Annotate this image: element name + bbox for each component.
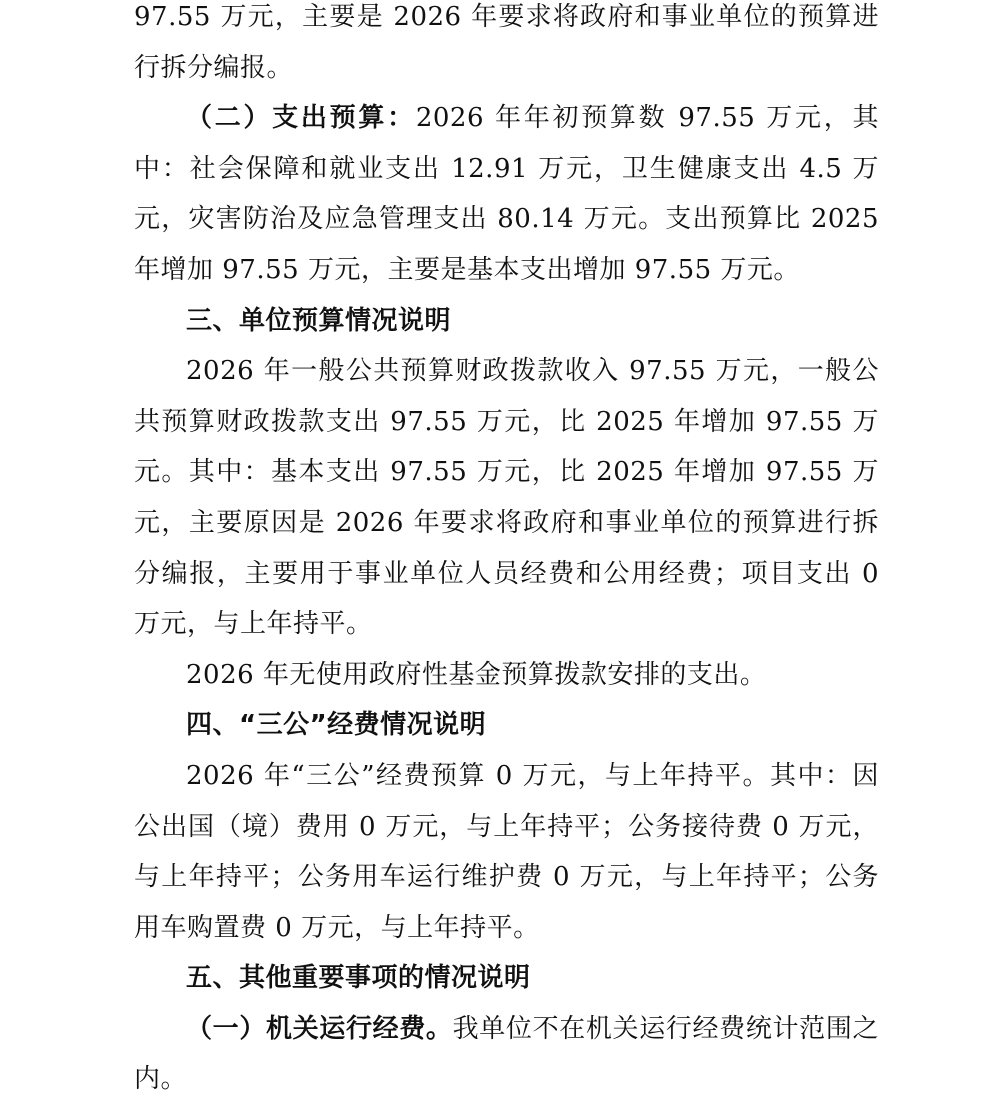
operating-expenses-text: 我单位不在机关运行经费统计范围之内。 — [134, 1013, 879, 1095]
paragraph-operating-expenses — [134, 1004, 879, 1105]
section-heading-unit-budget: 三、单位预算情况说明 — [186, 305, 452, 336]
paragraph-three-public: 2026 年“三公”经费预算 0 万元，与上年持平。其中：因公出国（境）费用 0 万元，与上年持平；公务接待费 0 万元，与上年持平；公务用车运行维护费 0 万元，与上年持平；公务用车购置费 0 万元，与上年持平。 — [134, 760, 879, 943]
paragraph-continuation: 97.55 万元，主要是 2026 年要求将政府和事业单位的预算进行拆分编报。 — [134, 2, 879, 83]
section-heading-other-matters: 五、其他重要事项的情况说明 — [186, 963, 531, 994]
expenditure-budget-text: 2026 年年初预算数 97.55 万元，其中：社会保障和就业支出 12.91 万元，卫生健康支出 4.5 万元，灾害防治及应急管理支出 80.14 万元。支出预算比 2025 年增加 97.55 万元，主要是基本支出增加 97.55 万元。 — [134, 103, 879, 285]
paragraph-government-fund: 2026 年无使用政府性基金预算拨款安排的支出。 — [186, 659, 767, 690]
section-heading-three-public: 四、“三公”经费情况说明 — [186, 710, 487, 741]
operating-expenses-label: （一）机关运行经费。 — [186, 1013, 453, 1044]
expenditure-budget-label: （二）支出预算： — [186, 103, 416, 134]
paragraph-expenditure-budget — [134, 93, 879, 295]
document-page — [134, 0, 879, 1105]
paragraph-unit-budget: 2026 年一般公共预算财政拨款收入 97.55 万元，一般公共预算财政拨款支出 97.55 万元，比 2025 年增加 97.55 万元。其中：基本支出 97.55 万元，比 2025 年增加 97.55 万元，主要原因是 2026 年要求将政府和事业单位的预算进行拆分编报，主要用于事业单位人员经费和公用经费；项目支出 0 万元，与上年持平。 — [134, 356, 879, 640]
